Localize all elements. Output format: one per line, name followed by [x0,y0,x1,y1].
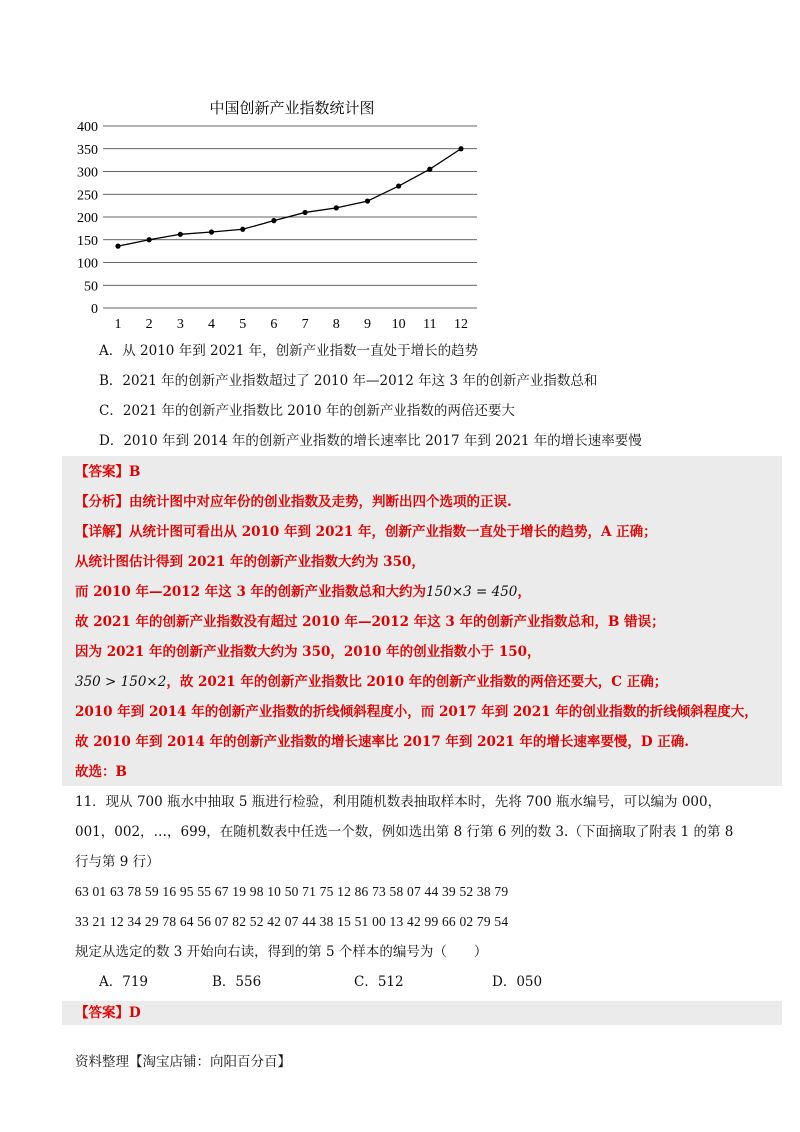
data-point [302,210,307,215]
footer-text: 资料整理【淘宝店铺：向阳百分百】 [75,1054,291,1070]
data-point [178,232,183,237]
answer-box-11 [62,1001,782,1025]
q11-line-1: 11．现从 700 瓶水中抽取 5 瓶进行检验，利用随机数表抽取样本时，先将 700 瓶水编号，可以编为 000， [75,794,722,810]
data-point [334,205,339,210]
y-tick-label: 100 [77,256,98,272]
x-tick-label: 12 [454,317,468,332]
data-point [365,198,370,203]
formula-150x3: 150×3 = 450 [426,584,518,600]
answer-label: 【答案】B [75,464,141,480]
detail-line-5: 因为 2021 年的创新产业指数大约为 350，2010 年的创业指数小于 150， [75,644,541,660]
data-point [240,227,245,232]
x-tick-label: 8 [332,317,340,332]
series-line [118,149,461,246]
option-d: D．2010 年到 2014 年的创新产业指数的增长速率比 2017 年到 2021 年的增长速率要慢 [99,433,642,449]
line-chart [0,0,800,340]
choice-c: C．512 [354,974,404,990]
data-point [427,167,432,172]
q11-question: 规定从选定的数 3 开始向右读，得到的第 5 个样本的编号为（ ） [75,944,488,960]
random-table-row-8: 63 01 63 78 59 16 95 55 67 19 98 10 50 71 75 12 86 73 58 07 44 39 52 38 79 [75,884,509,899]
chart-title: 中国创新产业指数统计图 [209,99,375,117]
x-tick-label: 4 [208,317,216,332]
y-tick-label: 0 [91,302,98,317]
detail-line-1: 【详解】从统计图可看出从 2010 年到 2021 年，创新产业指数一直处于增长的趋势，A 正确； [75,524,657,540]
detail-line-4: 故 2021 年的创新产业指数没有超过 2010 年—2012 年这 3 年的创新产业指数总和，B 错误； [75,614,665,630]
data-point [271,218,276,223]
detail-line-6-text: ，故 2021 年的创新产业指数比 2010 年的创新产业指数的两倍还要大，C 正确； [166,674,668,690]
detail-line-3 [75,582,531,602]
option-c: C．2021 年的创新产业指数比 2010 年的创新产业指数的两倍还要大 [99,403,515,419]
x-tick-label: 9 [363,317,371,332]
x-tick-label: 1 [114,317,122,332]
q11-answer-label: 【答案】D [75,1005,141,1021]
formula-350-gt: 350 > 150×2 [75,674,167,690]
detail-line-8: 故 2010 年到 2014 年的创新产业指数的增长速率比 2017 年到 2021 年的增长速率要慢，D 正确. [75,734,689,750]
choice-a: A．719 [99,974,149,990]
detail-line-3-end: ， [517,584,531,600]
y-tick-label: 150 [77,233,98,249]
x-tick-label: 3 [176,317,184,332]
data-point [147,237,152,242]
choice-b: B．556 [212,974,262,990]
option-b: B．2021 年的创新产业指数超过了 2010 年—2012 年这 3 年的创新产业指数总和 [99,373,598,389]
y-tick-label: 300 [77,165,98,181]
q11-line-3: 行与第 9 行） [75,854,160,870]
data-point [458,146,463,151]
data-point [209,229,214,234]
x-tick-label: 2 [145,317,153,332]
random-table-row-9: 33 21 12 34 29 78 64 56 07 82 52 42 07 44 38 15 51 00 13 42 99 66 02 79 54 [75,914,509,929]
y-tick-label: 400 [77,120,98,135]
x-tick-label: 10 [391,317,406,332]
y-tick-label: 350 [77,142,98,158]
x-tick-label: 7 [301,317,309,332]
detail-line-6 [75,672,667,692]
x-tick-label: 5 [239,317,247,332]
detail-line-7: 2010 年到 2014 年的创新产业指数的折线倾斜程度小，而 2017 年到 2021 年的创业指数的折线倾斜程度大， [75,704,758,720]
data-point [396,183,401,188]
x-tick-label: 11 [423,317,437,332]
y-tick-label: 250 [77,188,98,204]
x-tick-label: 6 [270,317,278,332]
choice-d: D．050 [492,974,543,990]
q11-line-2: 001，002，…，699，在随机数表中任选一个数，例如选出第 8 行第 6 列的数 3.（下面摘取了附表 1 的第 8 [75,824,734,840]
final-choice: 故选：B [75,764,127,780]
y-tick-label: 50 [84,279,98,295]
analysis-text: 【分析】由统计图中对应年份的创业指数及走势，判断出四个选项的正误. [75,494,512,510]
detail-line-3-text: 而 2010 年—2012 年这 3 年的创新产业指数总和大约为 [75,584,427,600]
y-tick-label: 200 [77,211,98,226]
detail-line-2: 从统计图估计得到 2021 年的创新产业指数大约为 350， [75,554,425,570]
option-a: A．从 2010 年到 2021 年，创新产业指数一直处于增长的趋势 [99,343,479,359]
data-point [115,244,120,249]
